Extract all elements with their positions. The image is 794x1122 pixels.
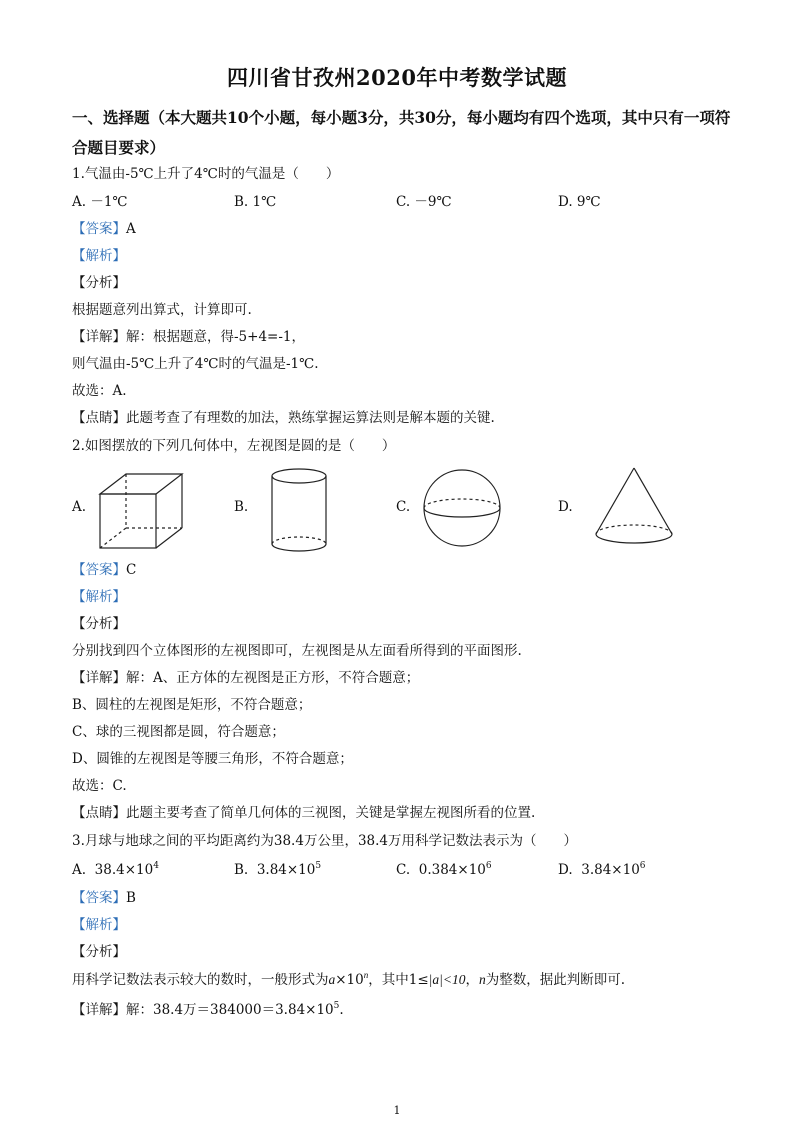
fenxi-text-mid: ，其中1≤ — [368, 972, 429, 988]
answer-tag: 【答案】 — [72, 221, 126, 237]
xiangjie-text: 解：38.4万＝384000＝3.84×10 — [126, 1002, 334, 1018]
option-label: C. — [396, 862, 411, 878]
q1-dianjing — [72, 408, 495, 428]
math-n: n — [478, 972, 486, 987]
xiangjie-tag: 【详解】 — [72, 670, 126, 686]
q2-dianjing — [72, 803, 535, 823]
q3-xiangjie — [72, 1000, 344, 1020]
q1-option-c: C. －9℃ — [396, 194, 452, 210]
q2-option-c-label: C. — [396, 499, 411, 515]
q3-option-a — [72, 860, 159, 880]
cone-figure — [592, 464, 676, 550]
q1-option-a: A. －1℃ — [72, 194, 128, 210]
xiangjie-exp: 5 — [333, 1001, 340, 1011]
q2-fenxi-text: 分别找到四个立体图形的左视图即可，左视图是从左面看所得到的平面图形. — [72, 643, 522, 659]
q2-fenxi-tag: 【分析】 — [72, 616, 126, 632]
xiangjie-text: 解：根据题意，得-5+4=-1， — [126, 329, 306, 345]
dianjing-tag: 【点睛】 — [72, 410, 126, 426]
option-coef: 3.84×10 — [581, 862, 640, 878]
q1-fenxi-text: 根据题意列出算式，计算即可. — [72, 302, 252, 318]
q1-choice: 故选：A. — [72, 383, 127, 399]
answer-tag: 【答案】 — [72, 890, 126, 906]
fenxi-comma: ， — [465, 972, 479, 988]
option-label: D. — [558, 862, 573, 878]
q1-option-b: B. 1℃ — [234, 194, 277, 210]
q3-option-b — [234, 860, 321, 880]
q1-answer — [72, 219, 136, 239]
page-title: 四川省甘孜州2020年中考数学试题 — [227, 65, 567, 90]
option-label: A. — [72, 862, 87, 878]
q1-option-d: D. 9℃ — [558, 194, 601, 210]
q2-choice: 故选：C. — [72, 778, 127, 794]
q3-fenxi-tag: 【分析】 — [72, 944, 126, 960]
fenxi-text-post: 为整数，据此判断即可. — [485, 972, 625, 988]
q1-explanation-line: 则气温由-5℃上升了4℃时的气温是-1℃. — [72, 356, 319, 372]
answer-value: B — [126, 890, 136, 906]
cube-figure — [96, 470, 186, 552]
q2-line-d: D、圆锥的左视图是等腰三角形，不符合题意； — [72, 751, 353, 767]
math-a: a — [328, 972, 336, 987]
q3-fenxi-text — [72, 970, 625, 990]
q3-option-d — [558, 860, 646, 880]
q2-stem: 2.如图摆放的下列几何体中，左视图是圆的是（ ） — [72, 438, 396, 454]
section-heading: 一、选择题（本大题共10个小题，每小题3分，共30分，每小题均有四个选项，其中只有一项符合题目要求） — [72, 108, 731, 157]
dianjing-text: 此题考查了有理数的加法，熟练掌握运算法则是解本题的关键. — [126, 410, 495, 426]
sphere-figure — [420, 466, 504, 550]
option-coef: 38.4×10 — [94, 862, 154, 878]
math-abs-a: |a|<10 — [428, 972, 466, 987]
xiangjie-text: 解：A、正方体的左视图是正方形，不符合题意； — [126, 670, 420, 686]
q1-fenxi-tag: 【分析】 — [72, 275, 126, 291]
xiangjie-tag: 【详解】 — [72, 329, 126, 345]
q1-xiangjie — [72, 327, 305, 347]
cylinder-figure — [266, 466, 332, 556]
q3-answer — [72, 888, 136, 908]
page-number: 1 — [393, 1104, 401, 1117]
q3-stem: 3.月球与地球之间的平均距离约为38.4万公里，38.4万用科学记数法表示为（ ） — [72, 833, 577, 849]
xiangjie-period: . — [339, 1002, 344, 1018]
answer-value: A — [126, 221, 136, 237]
q2-option-b-label: B. — [234, 499, 249, 515]
answer-value: C — [126, 562, 137, 578]
option-exp: 4 — [153, 861, 159, 871]
option-coef: 3.84×10 — [256, 862, 316, 878]
q2-jiexi-tag: 【解析】 — [72, 589, 126, 605]
q2-option-d-label: D. — [558, 499, 573, 515]
q1-jiexi-tag: 【解析】 — [72, 248, 126, 264]
q2-answer — [72, 560, 136, 580]
option-coef: 0.384×10 — [418, 862, 486, 878]
fenxi-text-pre: 用科学记数法表示较大的数时，一般形式为 — [72, 972, 329, 988]
option-exp: 5 — [315, 861, 322, 871]
dianjing-text: 此题主要考查了简单几何体的三视图，关键是掌握左视图所看的位置. — [126, 805, 536, 821]
math-exp-n: n — [363, 970, 369, 980]
math-times-ten: ×10 — [335, 972, 364, 988]
q2-line-b: B、圆柱的左视图是矩形，不符合题意； — [72, 697, 312, 713]
answer-tag: 【答案】 — [72, 562, 126, 578]
option-label: B. — [234, 862, 249, 878]
q2-xiangjie — [72, 668, 419, 688]
q3-jiexi-tag: 【解析】 — [72, 917, 126, 933]
option-exp: 6 — [639, 861, 646, 871]
dianjing-tag: 【点睛】 — [72, 805, 126, 821]
option-exp: 6 — [485, 861, 492, 871]
q1-stem: 1.气温由-5℃上升了4℃时的气温是（ ） — [72, 166, 340, 182]
q2-line-c: C、球的三视图都是圆，符合题意； — [72, 724, 285, 740]
q3-option-c — [396, 860, 492, 880]
q2-option-a-label: A. — [72, 499, 87, 515]
xiangjie-tag: 【详解】 — [72, 1002, 126, 1018]
